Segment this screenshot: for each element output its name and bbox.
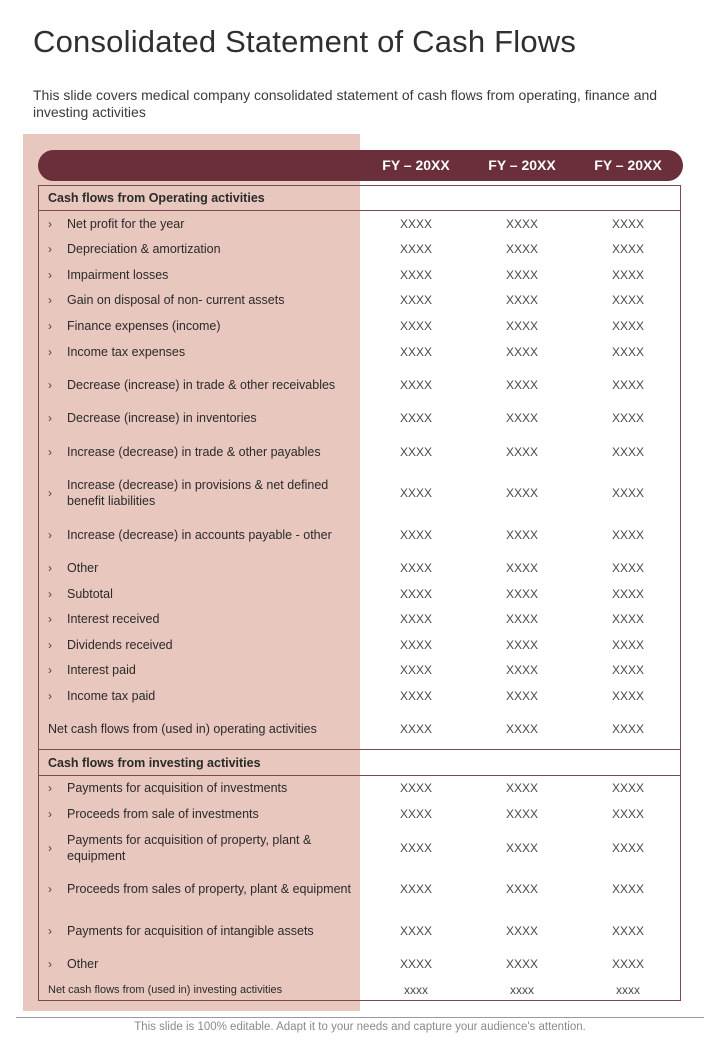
chevron-right-icon: › — [48, 217, 52, 231]
row-label-text: Decrease (increase) in trade & other receivables — [67, 378, 336, 392]
value-cell-col1: XXXX — [399, 638, 432, 652]
value-cell-col3: XXXX — [611, 445, 644, 459]
row-label-text: Gain on disposal of non- current assets — [67, 293, 285, 307]
chevron-right-icon: › — [48, 924, 52, 938]
row-label-text: Dividends received — [67, 638, 173, 652]
value-cell-col1: XXXX — [399, 612, 432, 626]
value-cell-col2: XXXX — [505, 293, 538, 307]
row-label-text: Payments for acquisition of investments — [67, 781, 288, 795]
value-cell-col2: XXXX — [505, 561, 538, 575]
chevron-right-icon: › — [48, 378, 52, 392]
chevron-right-icon: › — [48, 957, 52, 971]
section-divider — [38, 749, 681, 750]
value-cell-col2: XXXX — [505, 345, 538, 359]
row-label-text: Net profit for the year — [67, 217, 185, 231]
chevron-right-icon: › — [48, 445, 52, 459]
operating-heading-divider — [38, 210, 681, 211]
value-cell-col3: XXXX — [611, 722, 644, 736]
row-label-text: Impairment losses — [67, 268, 169, 282]
page-title: Consolidated Statement of Cash Flows — [33, 24, 577, 59]
chevron-right-icon: › — [48, 841, 52, 855]
operating-row-label — [48, 610, 353, 628]
operating-total-label — [48, 720, 353, 738]
value-cell-col1: XXXX — [399, 411, 432, 425]
operating-section-heading: Cash flows from Operating activities — [48, 191, 265, 205]
value-cell-col3: XXXX — [611, 807, 644, 821]
chevron-right-icon: › — [48, 638, 52, 652]
value-cell-col2: XXXX — [505, 689, 538, 703]
column-header-3: FY – 20XX — [594, 157, 662, 173]
operating-row-label — [48, 526, 353, 544]
row-label-text: Proceeds from sale of investments — [67, 807, 259, 821]
investing-row-label — [48, 779, 353, 797]
value-cell-col1: XXXX — [399, 957, 432, 971]
value-cell-col2: XXXX — [505, 242, 538, 256]
value-cell-col3: XXXX — [611, 319, 644, 333]
row-label-text: Finance expenses (income) — [67, 319, 221, 333]
value-cell-col1: XXXX — [399, 882, 432, 896]
row-label-text: Interest received — [67, 612, 160, 626]
value-cell-col3: XXXX — [611, 528, 644, 542]
value-cell-col1: XXXX — [399, 242, 432, 256]
value-cell-col2: XXXX — [505, 268, 538, 282]
value-cell-col2: XXXX — [505, 957, 538, 971]
row-label-text: Depreciation & amortization — [67, 242, 221, 256]
operating-row-label — [48, 476, 353, 510]
row-label-text: Net cash flows from (used in) operating activities — [48, 722, 317, 736]
investing-row-label — [48, 805, 353, 823]
row-label-text: Income tax paid — [67, 689, 156, 703]
value-cell-col3: XXXX — [611, 486, 644, 500]
value-cell-col2: XXXX — [505, 378, 538, 392]
row-label-text: Other — [67, 957, 99, 971]
value-cell-col1: XXXX — [399, 561, 432, 575]
chevron-right-icon: › — [48, 663, 52, 677]
column-header-1: FY – 20XX — [382, 157, 450, 173]
operating-row-label — [48, 376, 353, 394]
value-cell-col1: XXXX — [399, 345, 432, 359]
value-cell-col1: XXXX — [399, 689, 432, 703]
value-cell-col2: XXXX — [505, 411, 538, 425]
value-cell-col2: XXXX — [505, 722, 538, 736]
investing-heading-divider — [38, 775, 681, 776]
row-label-text: Decrease (increase) in inventories — [67, 411, 257, 425]
operating-row-label — [48, 636, 353, 654]
value-cell-col1: XXXX — [399, 217, 432, 231]
row-label-text: Interest paid — [67, 663, 136, 677]
value-cell-col1: XXXX — [399, 587, 432, 601]
footer-note: This slide is 100% editable. Adapt it to your needs and capture your audience's attention. — [134, 1021, 586, 1033]
chevron-right-icon: › — [48, 293, 52, 307]
chevron-right-icon: › — [48, 882, 52, 896]
value-cell-col2: XXXX — [505, 781, 538, 795]
value-cell-col3: XXXX — [611, 841, 644, 855]
value-cell-col1: XXXX — [399, 841, 432, 855]
value-cell-col3: XXXX — [611, 268, 644, 282]
value-cell-col1: XXXX — [399, 722, 432, 736]
value-cell-col1: XXXX — [399, 293, 432, 307]
chevron-right-icon: › — [48, 528, 52, 542]
operating-row-label — [48, 317, 353, 335]
column-header-2: FY – 20XX — [488, 157, 556, 173]
row-label-text: Increase (decrease) in provisions & net defined benefit liabilities — [67, 478, 329, 508]
row-label-text: Payments for acquisition of intangible assets — [67, 924, 314, 938]
value-cell-col2: XXXX — [505, 807, 538, 821]
chevron-right-icon: › — [48, 587, 52, 601]
value-cell-col1: XXXX — [399, 924, 432, 938]
investing-row-label — [48, 922, 353, 940]
chevron-right-icon: › — [48, 612, 52, 626]
chevron-right-icon: › — [48, 242, 52, 256]
value-cell-col3: XXXX — [611, 689, 644, 703]
value-cell-col1: xxxx — [404, 983, 428, 997]
value-cell-col1: XXXX — [399, 378, 432, 392]
row-label-text: Increase (decrease) in accounts payable - other — [67, 528, 332, 542]
column-header-bar — [38, 150, 683, 181]
operating-row-label — [48, 215, 353, 233]
value-cell-col3: XXXX — [611, 924, 644, 938]
value-cell-col1: XXXX — [399, 486, 432, 500]
value-cell-col2: XXXX — [505, 924, 538, 938]
operating-row-label — [48, 585, 353, 603]
operating-row-label — [48, 559, 353, 577]
investing-section-heading: Cash flows from investing activities — [48, 756, 261, 770]
chevron-right-icon: › — [48, 689, 52, 703]
value-cell-col2: XXXX — [505, 587, 538, 601]
value-cell-col2: XXXX — [505, 612, 538, 626]
row-label-text: Subtotal — [67, 587, 113, 601]
operating-row-label — [48, 291, 353, 309]
chevron-right-icon: › — [48, 268, 52, 282]
value-cell-col2: XXXX — [505, 217, 538, 231]
row-label-text: Income tax expenses — [67, 345, 186, 359]
footer-divider — [16, 1017, 704, 1018]
value-cell-col2: XXXX — [505, 638, 538, 652]
row-label-text: Proceeds from sales of property, plant & equipment — [67, 882, 351, 896]
value-cell-col2: XXXX — [505, 445, 538, 459]
investing-row-label — [48, 831, 353, 865]
value-cell-col1: XXXX — [399, 781, 432, 795]
value-cell-col3: XXXX — [611, 345, 644, 359]
chevron-right-icon: › — [48, 411, 52, 425]
value-cell-col3: XXXX — [611, 293, 644, 307]
value-cell-col3: XXXX — [611, 561, 644, 575]
operating-row-label — [48, 240, 353, 258]
value-cell-col3: xxxx — [616, 983, 640, 997]
value-cell-col3: XXXX — [611, 612, 644, 626]
value-cell-col3: XXXX — [611, 638, 644, 652]
value-cell-col3: XXXX — [611, 957, 644, 971]
investing-row-label — [48, 955, 353, 973]
operating-row-label — [48, 687, 353, 705]
chevron-right-icon: › — [48, 319, 52, 333]
chevron-right-icon: › — [48, 807, 52, 821]
row-label-text: Other — [67, 561, 99, 575]
value-cell-col3: XXXX — [611, 411, 644, 425]
operating-row-label — [48, 661, 353, 679]
value-cell-col1: XXXX — [399, 268, 432, 282]
row-label-text: Net cash flows from (used in) investing activities — [48, 984, 283, 996]
operating-row-label — [48, 443, 353, 461]
value-cell-col1: XXXX — [399, 528, 432, 542]
operating-row-label — [48, 266, 353, 284]
investing-total-label — [48, 982, 353, 998]
investing-row-label — [48, 872, 353, 906]
chevron-right-icon: › — [48, 561, 52, 575]
value-cell-col1: XXXX — [399, 807, 432, 821]
value-cell-col3: XXXX — [611, 882, 644, 896]
value-cell-col3: XXXX — [611, 587, 644, 601]
chevron-right-icon: › — [48, 486, 52, 500]
value-cell-col3: XXXX — [611, 663, 644, 677]
value-cell-col3: XXXX — [611, 217, 644, 231]
value-cell-col2: XXXX — [505, 319, 538, 333]
value-cell-col1: XXXX — [399, 445, 432, 459]
row-label-text: Payments for acquisition of property, plant & equipment — [67, 833, 312, 863]
value-cell-col2: XXXX — [505, 528, 538, 542]
value-cell-col2: XXXX — [505, 663, 538, 677]
page-subtitle: This slide covers medical company consolidated statement of cash flows from operating, finance and investing activities — [33, 87, 658, 120]
operating-row-label — [48, 409, 353, 427]
value-cell-col3: XXXX — [611, 781, 644, 795]
value-cell-col2: XXXX — [505, 486, 538, 500]
value-cell-col2: XXXX — [505, 882, 538, 896]
value-cell-col2: xxxx — [510, 983, 534, 997]
value-cell-col2: XXXX — [505, 841, 538, 855]
value-cell-col1: XXXX — [399, 319, 432, 333]
operating-row-label — [48, 343, 353, 361]
value-cell-col1: XXXX — [399, 663, 432, 677]
chevron-right-icon: › — [48, 781, 52, 795]
value-cell-col3: XXXX — [611, 378, 644, 392]
row-label-text: Increase (decrease) in trade & other payables — [67, 445, 321, 459]
value-cell-col3: XXXX — [611, 242, 644, 256]
chevron-right-icon: › — [48, 345, 52, 359]
